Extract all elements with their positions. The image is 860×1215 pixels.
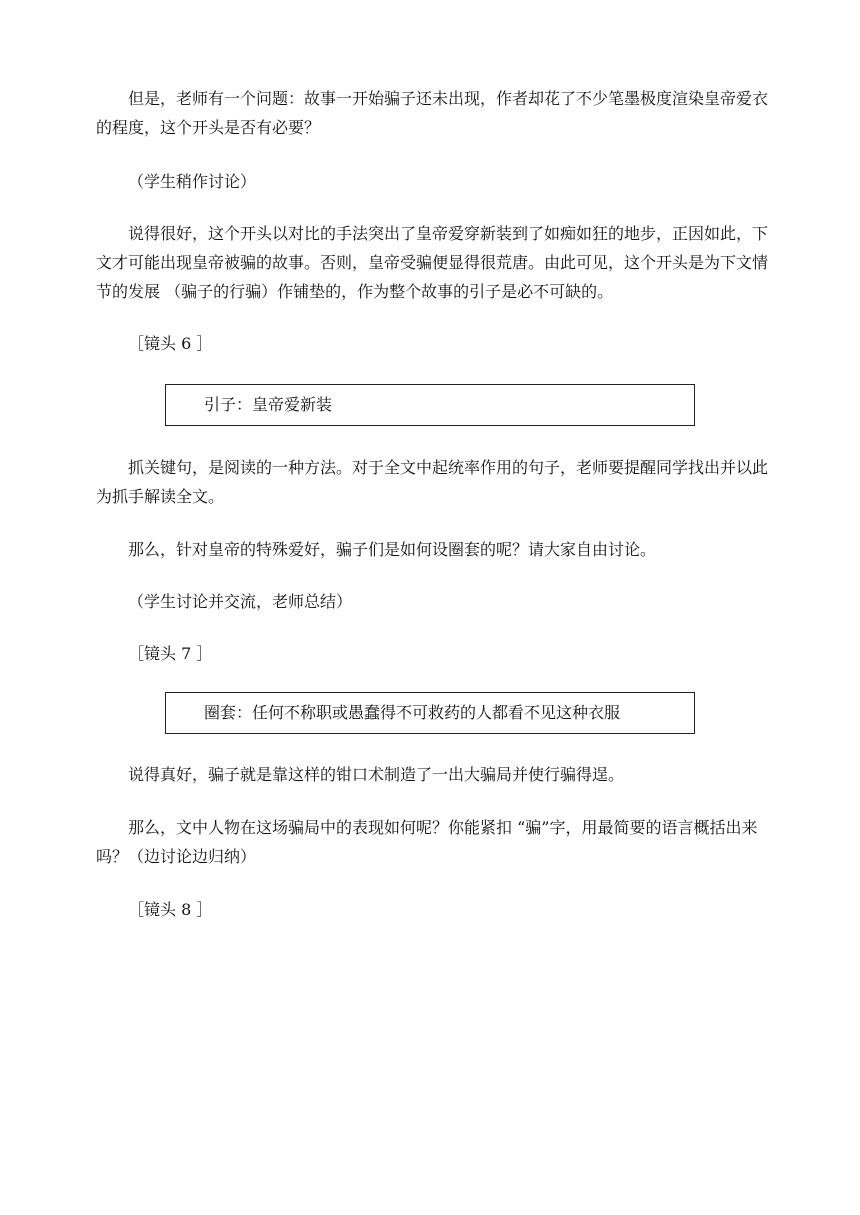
answer-paragraph: 说得很好，这个开头以对比的手法突出了皇帝爱穿新装到了如痴如狂的地步，正因如此，下文才可能出现皇帝被骗的故事。否则，皇帝受骗便显得很荒唐。由此可见，这个开头是为下文情节的发展 （骗子的行骗）作铺垫的，作为整个故事的引子是必不可缺的。 [96,224,769,301]
trap-box: 圈套：任何不称职或愚蠢得不可救药的人都看不见这种衣服 [165,692,695,734]
character-question-paragraph: 那么，文中人物在这场骗局中的表现如何呢？你能紧扣 “骗”字，用最简要的语言概括出来吗？（边讨论边归纳） [96,818,758,866]
student-exchange-note: （学生讨论并交流，老师总结） [128,592,353,611]
shot-7-label: ［镜头 7 ］ [128,644,213,663]
shot-8-label: ［镜头 8 ］ [128,900,213,919]
question-paragraph: 但是，老师有一个问题：故事一开始骗子还未出现，作者却花了不少笔墨极度渲染皇帝爱衣的程度，这个开头是否有必要？ [96,89,769,137]
student-discussion-note: （学生稍作讨论） [128,172,257,191]
intro-box: 引子：皇帝爱新装 [165,384,695,426]
key-sentence-paragraph: 抓关键句，是阅读的一种方法。对于全文中起统率作用的句子，老师要提醒同学找出并以此为抓手解读全文。 [96,458,769,506]
trap-question-paragraph: 那么，针对皇帝的特殊爱好，骗子们是如何设圈套的呢？请大家自由讨论。 [128,540,657,559]
praise-paragraph: 说得真好，骗子就是靠这样的钳口术制造了一出大骗局并使行骗得逞。 [128,765,625,784]
shot-6-label: ［镜头 6 ］ [128,334,213,353]
